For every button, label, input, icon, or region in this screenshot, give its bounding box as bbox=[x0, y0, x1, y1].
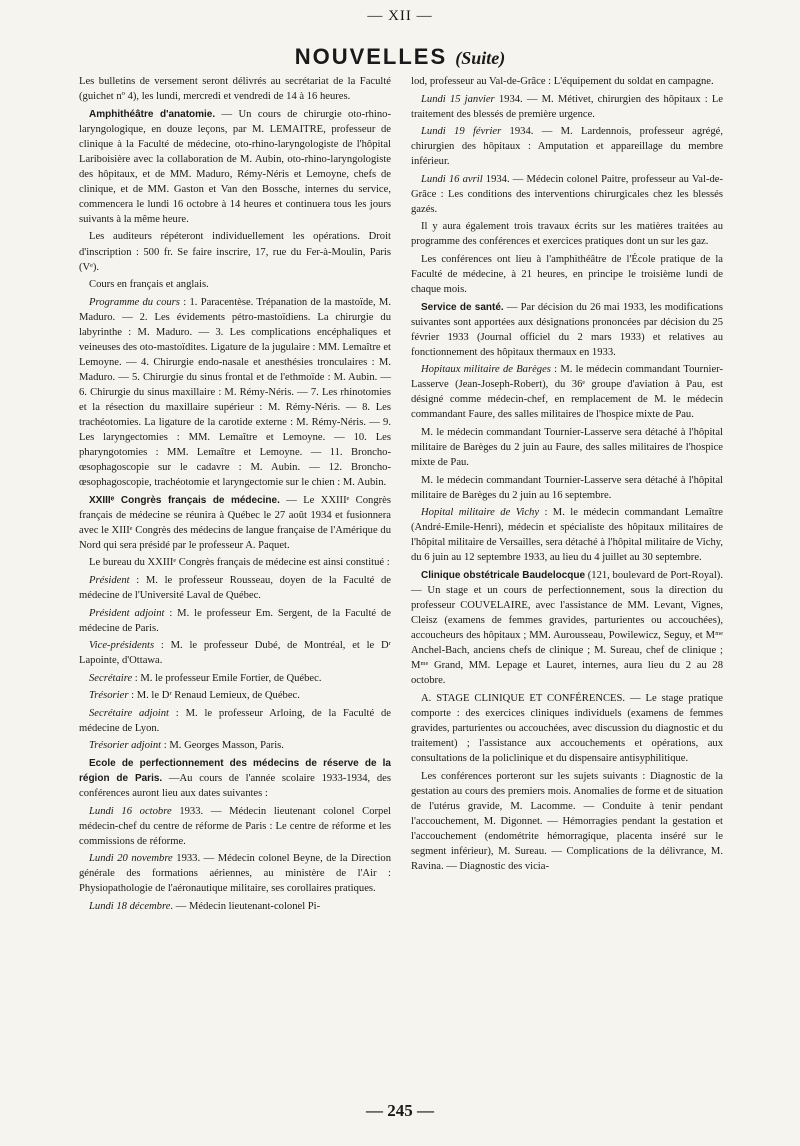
paragraph-text: Cours en français et anglais. bbox=[89, 279, 209, 291]
roman-page-number: — XII — bbox=[367, 8, 433, 24]
paragraph-text: Le bureau du XXIIIᵉ Congrès français de médecine est ainsi constitué : bbox=[89, 557, 390, 569]
paragraph-text: — Le XXIIIᵉ Congrès français de médecine se réunira à Québec le 27 août 1934 et fusionnera avec le XIIIᵉ Congrès des médecins de langue française de l'Amérique du Nord qui sera présidé par le professeur A. Paquet. bbox=[79, 494, 391, 551]
paragraph bbox=[411, 252, 723, 297]
paragraph-text: : 1. Paracentèse. Trépanation de la mastoïde, M. Maduro. — 2. Les évidements pétro-mastoïdiens. La chirurgie du labyrinthe : M. Maduro. — 3. Les complications encéphaliques et veineuses des oto-mastoïdites. Ligature de la jugulaire : MM. Lemaître et Lemoyne. — 4. Chirurgie endo-nasale et anesthésies tronculaires : M. Maduro. — 5. Chirurgie du sinus frontal et de l'ethmoïde : M. Aubin. — 6. Chirurgie du sinus maxillaire : M. Rémy-Néris. — 7. Les rhinotomies et la résection du maxillaire supérieur : M. Rémy-Néris. — 8. Les trachéotomies. La ligature de la carotide externe : M. Rémy-Néris. — 9. Les laryngectomies : MM. Lemaître et Lemoyne. — 10. Les pharyngotomies : MM. Lemaître et Lemoyne. — 11. Broncho-œsophagoscopie sur le cadavre : M. Aubin. — 12. Broncho-œsophagoscopie, trachéotomie et laryngectomie sur le chien : M. Aubin. bbox=[79, 296, 391, 489]
paragraph-text: 1934. — M. Lardennois, professeur agrégé, chirurgien des hôpitaux : Amputation et appareillage du membre inférieur. bbox=[411, 126, 723, 168]
paragraph bbox=[411, 124, 723, 169]
paragraph-italic-lead: Secrétaire adjoint bbox=[89, 707, 169, 719]
paragraph bbox=[79, 671, 391, 686]
paragraph-text: : M. le professeur Rousseau, doyen de la Faculté de médecine de l'Université Laval de Québec. bbox=[79, 575, 391, 602]
section-title bbox=[0, 44, 800, 70]
paragraph-text: . — Médecin lieutenant-colonel Pi- bbox=[170, 900, 321, 912]
paragraph-text: Les auditeurs répéteront individuellement les opérations. Droit d'inscription : 500 fr. Se faire inscrire, 17, rue du Fer-à-Moulin, Paris (Vᵉ). bbox=[79, 231, 391, 273]
paragraph bbox=[79, 107, 391, 227]
paragraph bbox=[79, 295, 391, 491]
paragraph bbox=[79, 706, 391, 736]
paragraph bbox=[411, 92, 723, 122]
paragraph-text: 1933. — Médecin lieutenant colonel Corpel médecin-chef du centre de réforme de Paris : Le centre de réforme et les commissions de réforme. bbox=[79, 805, 391, 847]
paragraph-text: M. le médecin commandant Tournier-Lasserve sera détaché à l'hôpital militaire de Barèges du 2 juin au 16 septembre. bbox=[411, 474, 723, 501]
title-suite: (Suite) bbox=[455, 48, 506, 68]
paragraph-text: : M. le médecin commandant Tournier-Lasserve (Jean-Joseph-Robert), du 36ᵉ groupe d'aviation à Pau, est désigné comme médecin-chef, en remplacement de M. le médecin commandant Faure, des salles militaires de l'hospice mixte de Pau. bbox=[411, 364, 723, 421]
paragraph-italic-lead: Programme du cours bbox=[89, 296, 180, 308]
paragraph-text: Les conférences porteront sur les sujets suivants : Diagnostic de la gestation au cours des premiers mois. Anomalies de forme et de situation de l'utérus gravide, M. Lacomme. — Conduite à tenir pendant l'accouchement, M. Digonnet. — Hémorragies pendant la gestation et l'accouchement (endométrite hémorragique, placenta inséré sur le segment inférieur), M. Sureau. — Complications de la délivrance, M. Ravina. — Diagnostic des vicia- bbox=[411, 770, 723, 872]
paragraph-text: M. le médecin commandant Tournier-Lasserve sera détaché à l'hôpital militaire de Barèges du 2 juin au Faure, des salles militaires de l'hospice mixte de Pau. bbox=[411, 427, 723, 469]
paragraph-text: A. STAGE CLINIQUE ET CONFÉRENCES. — Le stage pratique comporte : des exercices cliniques individuels (examens de femmes gravides, parturientes ou accouchées, avec discussion du diagnostic et du traitement) ; l'assistance aux accouchements et opérations, aux consultations de la policlinique et du dispensaire antisyphilitique. bbox=[411, 692, 723, 765]
paragraph-text: : M. le médecin commandant Lemaître (André-Emile-Henri), médecin et spécialiste des hôpitaux militaires de l'hôpital militaire de Versailles, sera détaché à l'hôpital militaire de Vichy, du 6 juin au 12 septembre 1933, au lieu du 4 juillet au 30 septembre. bbox=[411, 507, 723, 564]
paragraph-italic-lead: Hopital militaire de Vichy bbox=[421, 507, 540, 519]
paragraph bbox=[411, 300, 723, 360]
page-number: — 245 — bbox=[366, 1101, 434, 1120]
paragraph bbox=[411, 172, 723, 217]
paragraph-italic-lead: Trésorier bbox=[89, 690, 129, 702]
paragraph-text: 1933. — Médecin colonel Beyne, de la Direction générale des formations aériennes, au ministère de l'Air : Physiopathologie de l'aéronautique militaire, ses corollaires pratiques. bbox=[79, 853, 391, 895]
paragraph bbox=[411, 568, 723, 688]
paragraph bbox=[411, 362, 723, 422]
paragraph-heading: Clinique obstétricale Baudelocque bbox=[421, 569, 586, 581]
paragraph-italic-lead: Lundi 18 décembre bbox=[89, 900, 171, 912]
paragraph-text: Les bulletins de versement seront délivrés au secrétariat de la Faculté (guichet nº 4), les lundi, mercredi et vendredi de 14 à 16 heures. bbox=[79, 76, 391, 103]
paragraph-italic-lead: Président adjoint bbox=[89, 607, 165, 619]
paragraph-text: — Un cours de chirurgie oto-rhino-laryngologique, en douze leçons, par M. LEMAITRE, professeur de clinique à la Faculté de médecine, oto-rhino-laryngologiste de l'hôpital Lariboisière avec la collaboration de M. Aubin, oto-rhino-laryngologiste des hôpitaux, et de MM. Maduro, Rémy-Néris et Lemoyne, chefs de clinique, et de MM. Gaston et Van den Bossche, internes du service, commencera le lundi 16 octobre à 14 heures et continuera tous les jours suivants à la même heure. bbox=[79, 108, 391, 225]
paragraph-heading: Service de santé. bbox=[421, 301, 504, 313]
right-column bbox=[411, 74, 723, 876]
paragraph-text: : M. le professeur Arloing, de la Faculté de médecine de Lyon. bbox=[79, 707, 391, 734]
paragraph-italic-lead: Président bbox=[89, 575, 130, 586]
paragraph-italic-lead: Secrétaire bbox=[89, 672, 133, 684]
paragraph bbox=[79, 756, 391, 801]
paragraph-heading: Ecole de perfectionnement des médecins de réserve de la région de Paris. bbox=[79, 758, 391, 785]
paragraph-text: : M. le professeur Em. Sergent, de la Faculté de médecine de Paris. bbox=[79, 607, 391, 634]
left-column bbox=[79, 74, 391, 916]
paragraph-italic-lead: Trésorier adjoint bbox=[89, 740, 162, 752]
paragraph bbox=[79, 277, 391, 292]
paragraph bbox=[411, 74, 723, 89]
paragraph-italic-lead: Lundi 16 avril bbox=[421, 173, 483, 185]
paragraph bbox=[79, 606, 391, 636]
paragraph-text: lod, professeur au Val-de-Grâce : L'équipement du soldat en campagne. bbox=[411, 76, 714, 87]
paragraph bbox=[79, 74, 391, 104]
paragraph-italic-lead: Lundi 20 novembre bbox=[89, 853, 173, 865]
title-text: NOUVELLES bbox=[294, 44, 448, 69]
paragraph-italic-lead: Lundi 16 octobre bbox=[89, 805, 172, 817]
paragraph-italic-lead: Lundi 19 février bbox=[421, 126, 502, 138]
paragraph-heading: XXIIIᵉ Congrès français de médecine. bbox=[89, 494, 280, 506]
paragraph bbox=[411, 219, 723, 249]
paragraph-italic-lead: Vice-présidents bbox=[89, 640, 155, 652]
paragraph bbox=[411, 425, 723, 470]
paragraph bbox=[411, 691, 723, 766]
paragraph bbox=[79, 804, 391, 849]
paragraph bbox=[79, 493, 391, 553]
paragraph bbox=[411, 473, 723, 503]
paragraph-italic-lead: Lundi 15 janvier bbox=[421, 93, 495, 105]
paragraph bbox=[411, 769, 723, 874]
paragraph bbox=[79, 851, 391, 896]
paragraph bbox=[79, 688, 391, 703]
paragraph-text: : M. le professeur Dubé, de Montréal, et le Dʳ Lapointe, d'Ottawa. bbox=[79, 640, 391, 667]
paragraph-italic-lead: Hopitaux militaire de Barèges bbox=[421, 364, 551, 376]
paragraph-text: : M. le Dʳ Renaud Lemieux, de Québec. bbox=[128, 690, 300, 702]
paragraph bbox=[79, 229, 391, 274]
paragraph-text: — Par décision du 26 mai 1933, les modifications suivantes sont apportées aux désignations prononcées par décision du 25 février 1933 (Journal officiel du 2 mars 1933) et relatives au fonctionnement des hôpitaux thermaux en 1933. bbox=[411, 301, 723, 358]
paragraph-text: 1934. — M. Métivet, chirurgien des hôpitaux : Le traitement des blessés de première urgence. bbox=[411, 93, 724, 120]
paragraph-text: Il y aura également trois travaux écrits sur les matières traitées au programme des conférences et exercices pratiques dont un sur les gaz. bbox=[411, 221, 723, 248]
paragraph-text: (121, boulevard de Port-Royal). — Un stage et un cours de perfectionnement, sous la direction du professeur COUVELAIRE, avec l'assistance de MM. Levant, Vignes, Cleisz (examens de femmes gravides, parturientes ou accouchées), accoucheurs des hôpitaux ; MM. Aurousseau, Powilewicz, Seguy, et Mᵐᵉ Anchel-Bach, anciens chefs de clinique ; M. Sureau, chef de clinique ; Mᵐᵉ Grand, MM. Lepage et Lauret, internes, aura lieu du 2 au 28 octobre. bbox=[411, 569, 723, 687]
paragraph bbox=[79, 638, 391, 668]
paragraph bbox=[79, 738, 391, 753]
paragraph-heading: Amphithéâtre d'anatomie. bbox=[89, 108, 216, 120]
paragraph-text: 1934. — Médecin colonel Paitre, professeur au Val-de-Grâce : Les conditions des interventions chirurgicales chez les blessés gazés. bbox=[411, 173, 724, 215]
paragraph bbox=[411, 505, 723, 565]
paragraph bbox=[79, 555, 391, 570]
paragraph-text: : M. Georges Masson, Paris. bbox=[161, 740, 284, 752]
paragraph bbox=[79, 573, 391, 603]
paragraph bbox=[79, 899, 391, 914]
paragraph-text: Les conférences ont lieu à l'amphithéâtre de l'École pratique de la Faculté de médecine, à 21 heures, en principe le troisième lundi de chaque mois. bbox=[411, 254, 723, 296]
paragraph-text: : M. le professeur Emile Fortier, de Québec. bbox=[132, 672, 322, 684]
paragraph-text: —Au cours de l'année scolaire 1933-1934, des conférences auront lieu aux dates suivantes : bbox=[79, 773, 391, 800]
